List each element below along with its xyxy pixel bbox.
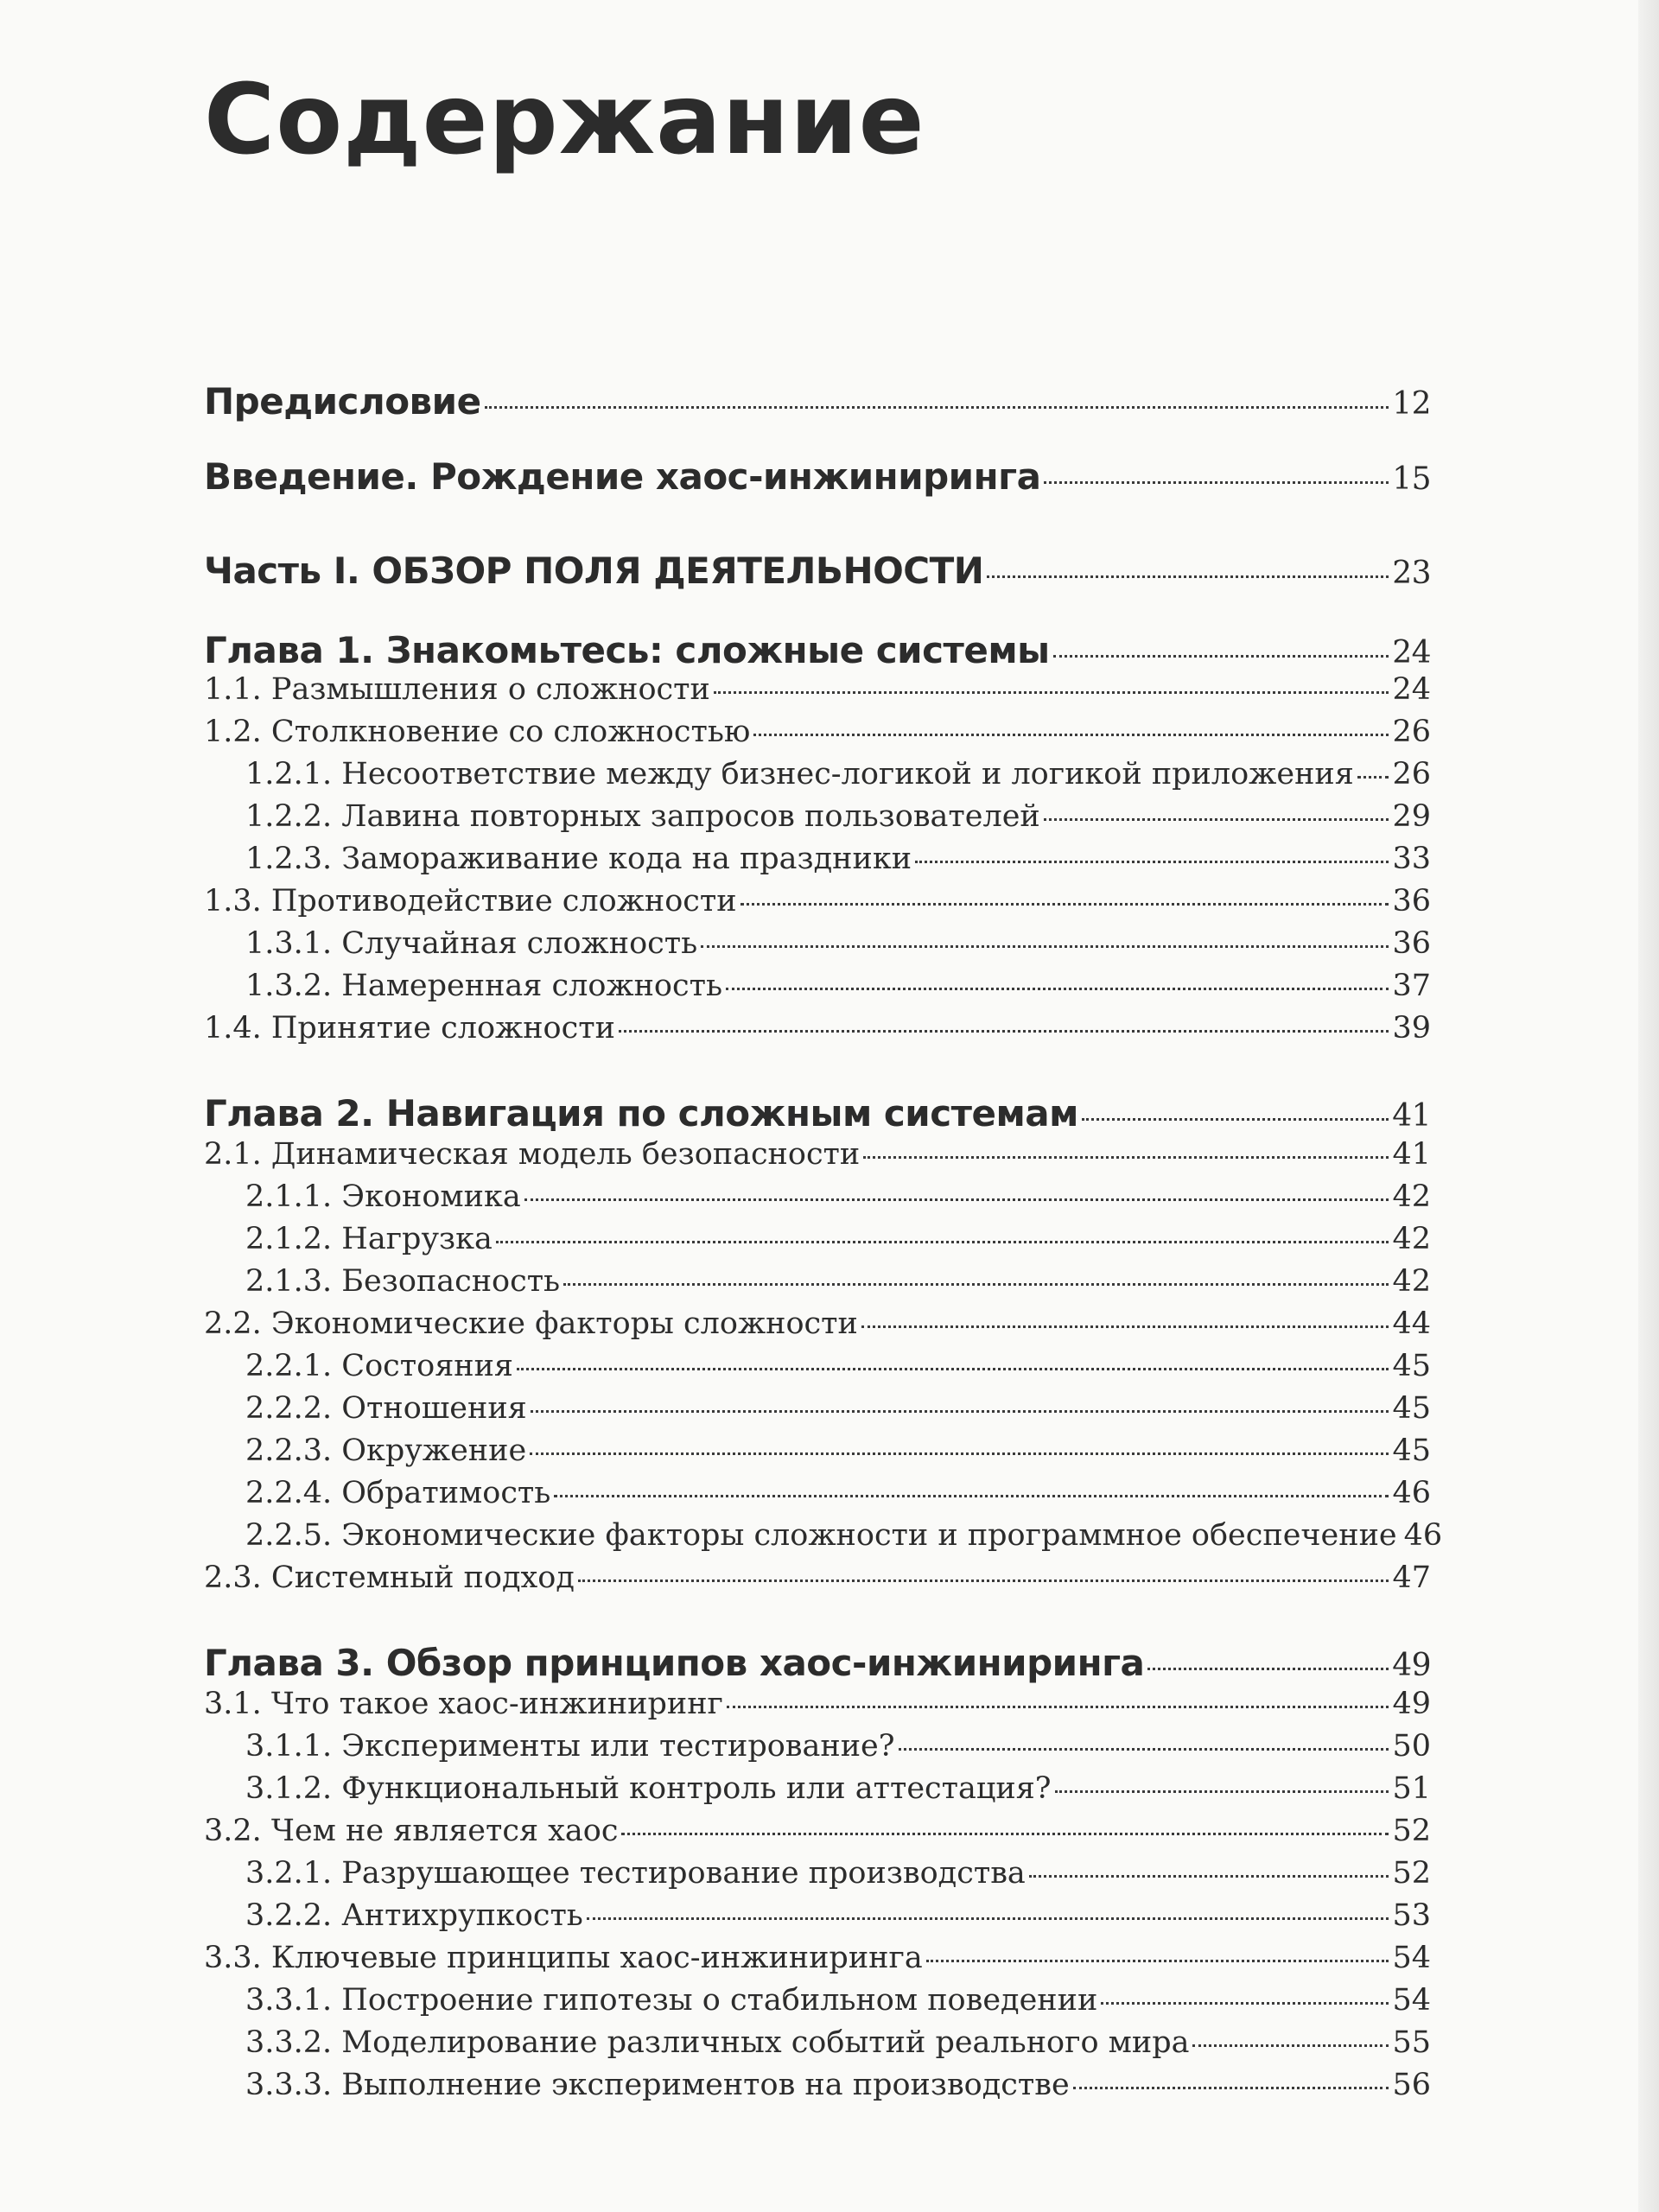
- dot-leader: [727, 1706, 1389, 1708]
- toc-entry-label: 2.1.3. Безопасность: [245, 1264, 561, 1299]
- toc-entry-label: 2.1. Динамическая модель безопасности: [204, 1137, 861, 1172]
- toc-entry: [204, 672, 1431, 707]
- dot-leader: [496, 1241, 1389, 1243]
- page-title: Содержание: [204, 64, 925, 176]
- toc-entry-label: 2.2.4. Обратимость: [245, 1476, 551, 1510]
- toc-entry-label: 1.1. Размышления о сложности: [204, 672, 710, 707]
- toc-entry: [204, 969, 1431, 1003]
- toc-entry-label: 1.2.3. Замораживание кода на праздники: [245, 842, 912, 876]
- toc-entry-page-number: 53: [1392, 1898, 1431, 1933]
- toc-entry-label: Глава 1. Знакомьтесь: сложные системы: [204, 629, 1050, 671]
- toc-entry-label: 1.4. Принятие сложности: [204, 1011, 615, 1046]
- toc-entry-page-number: 52: [1392, 1856, 1431, 1891]
- table-of-contents: [204, 0, 1443, 2212]
- toc-entry: [204, 1518, 1443, 1553]
- dot-leader: [1192, 2044, 1389, 2047]
- toc-entry-label: 2.2.5. Экономические факторы сложности и программное обеспечение: [245, 1518, 1397, 1553]
- dot-leader: [621, 1833, 1389, 1835]
- toc-entry: [204, 629, 1431, 671]
- dot-leader: [741, 903, 1389, 906]
- toc-entry: [204, 1687, 1431, 1721]
- toc-entry-page-number: 45: [1392, 1433, 1431, 1468]
- toc-entry: [204, 1771, 1431, 1806]
- dot-leader: [1101, 2002, 1389, 2005]
- toc-entry: [204, 1898, 1431, 1933]
- dot-leader: [517, 1368, 1389, 1370]
- dot-leader: [1053, 655, 1389, 658]
- dot-leader: [753, 734, 1389, 736]
- toc-entry: [204, 2025, 1431, 2060]
- toc-entry: [204, 1983, 1431, 2018]
- dot-leader: [1044, 481, 1389, 484]
- toc-entry-label: 3.3.2. Моделирование различных событий реального мира: [245, 2025, 1190, 2060]
- toc-entry-label: 2.3. Системный подход: [204, 1560, 575, 1595]
- toc-entry-page-number: 46: [1392, 1476, 1431, 1510]
- dot-leader: [714, 691, 1389, 694]
- toc-entry-page-number: 46: [1403, 1518, 1443, 1553]
- toc-entry: [204, 1349, 1431, 1383]
- toc-entry-page-number: 49: [1392, 1648, 1431, 1683]
- dot-leader: [1055, 1790, 1389, 1793]
- toc-entry-label: 2.2.3. Окружение: [245, 1433, 527, 1468]
- toc-entry-label: 3.2.2. Антихрупкость: [245, 1898, 583, 1933]
- dot-leader: [1357, 776, 1389, 779]
- toc-entry-page-number: 41: [1392, 1137, 1431, 1172]
- toc-entry-page-number: 29: [1392, 799, 1431, 834]
- toc-entry-page-number: 39: [1392, 1011, 1431, 1046]
- dot-leader: [531, 1410, 1389, 1413]
- toc-entry: [204, 1856, 1431, 1891]
- toc-entry: [204, 842, 1431, 876]
- dot-leader: [578, 1580, 1389, 1582]
- dot-leader: [1073, 2087, 1389, 2089]
- toc-entry-page-number: 42: [1392, 1264, 1431, 1299]
- toc-entry-label: 1.2.1. Несоответствие между бизнес-логикой и логикой приложения: [245, 757, 1354, 791]
- toc-entry-page-number: 42: [1392, 1222, 1431, 1256]
- toc-entry-page-number: 56: [1392, 2068, 1431, 2102]
- toc-entry-label: 3.2.1. Разрушающее тестирование производства: [245, 1856, 1026, 1891]
- toc-entry-page-number: 33: [1392, 842, 1431, 876]
- dot-leader: [863, 1156, 1389, 1159]
- toc-entry-page-number: 47: [1392, 1560, 1431, 1595]
- toc-entry-label: 1.3.2. Намеренная сложность: [245, 969, 723, 1003]
- toc-entry-page-number: 54: [1392, 1983, 1431, 2018]
- toc-entry-label: 2.1.2. Нагрузка: [245, 1222, 493, 1256]
- dot-leader: [987, 575, 1389, 578]
- toc-entry-label: 3.3. Ключевые принципы хаос-инжиниринга: [204, 1941, 923, 1975]
- dot-leader: [563, 1283, 1389, 1286]
- toc-entry-page-number: 37: [1392, 969, 1431, 1003]
- toc-entry-label: 3.1.2. Функциональный контроль или аттестация?: [245, 1771, 1052, 1806]
- toc-entry-label: 2.2.2. Отношения: [245, 1391, 527, 1426]
- toc-entry: [204, 380, 1431, 423]
- toc-entry-label: 1.2.2. Лавина повторных запросов пользователей: [245, 799, 1040, 834]
- toc-entry: [204, 757, 1431, 791]
- dot-leader: [619, 1030, 1389, 1033]
- dot-leader: [915, 861, 1389, 863]
- toc-entry: [204, 1391, 1431, 1426]
- toc-entry-label: Глава 2. Навигация по сложным системам: [204, 1092, 1078, 1135]
- toc-entry: [204, 1264, 1431, 1299]
- dot-leader: [530, 1452, 1389, 1455]
- toc-entry-label: 2.2.1. Состояния: [245, 1349, 514, 1383]
- toc-entry: [204, 884, 1431, 918]
- toc-entry: [204, 455, 1431, 498]
- dot-leader: [485, 406, 1389, 409]
- toc-entry-page-number: 49: [1392, 1687, 1431, 1721]
- toc-entry: [204, 1222, 1431, 1256]
- toc-entry-label: 1.2. Столкновение со сложностью: [204, 715, 751, 749]
- toc-entry: [204, 1306, 1431, 1341]
- toc-entry-page-number: 24: [1392, 635, 1431, 671]
- toc-entry: [204, 1476, 1431, 1510]
- toc-entry-page-number: 52: [1392, 1814, 1431, 1848]
- dot-leader: [726, 988, 1389, 990]
- toc-entry-label: Предисловие: [204, 380, 481, 423]
- toc-entry-label: 3.2. Чем не является хаос: [204, 1814, 619, 1848]
- dot-leader: [524, 1198, 1389, 1201]
- toc-entry-label: 3.3.3. Выполнение экспериментов на производстве: [245, 2068, 1070, 2102]
- dot-leader: [861, 1325, 1389, 1328]
- toc-entry-label: 1.3.1. Случайная сложность: [245, 926, 698, 961]
- toc-entry-page-number: 23: [1392, 556, 1431, 591]
- toc-entry: [204, 2068, 1431, 2102]
- dot-leader: [1147, 1668, 1389, 1670]
- toc-entry: [204, 1941, 1431, 1975]
- dot-leader: [587, 1917, 1389, 1920]
- toc-entry: [204, 1179, 1431, 1214]
- dot-leader: [1082, 1118, 1389, 1121]
- toc-entry: [204, 715, 1431, 749]
- toc-entry-page-number: 54: [1392, 1941, 1431, 1975]
- toc-entry: [204, 1092, 1431, 1135]
- toc-entry-page-number: 26: [1392, 715, 1431, 749]
- toc-entry: [204, 1814, 1431, 1848]
- toc-entry: [204, 1560, 1431, 1595]
- dot-leader: [899, 1748, 1389, 1751]
- toc-entry-page-number: 26: [1392, 757, 1431, 791]
- dot-leader: [701, 945, 1389, 948]
- toc-entry-page-number: 50: [1392, 1729, 1431, 1764]
- page-edge: [1638, 0, 1659, 2212]
- toc-entry: [204, 1137, 1431, 1172]
- toc-entry-page-number: 51: [1392, 1771, 1431, 1806]
- toc-entry-label: 3.1.1. Эксперименты или тестирование?: [245, 1729, 895, 1764]
- toc-entry-label: 3.1. Что такое хаос-инжиниринг: [204, 1687, 723, 1721]
- toc-entry-label: Глава 3. Обзор принципов хаос-инжиниринга: [204, 1642, 1145, 1684]
- toc-entry: [204, 550, 1431, 592]
- toc-entry-label: Часть I. ОБЗОР ПОЛЯ ДЕЯТЕЛЬНОСТИ: [204, 550, 984, 592]
- toc-entry-page-number: 24: [1392, 672, 1431, 707]
- toc-entry-page-number: 15: [1392, 461, 1431, 497]
- toc-entry-page-number: 45: [1392, 1349, 1431, 1383]
- toc-entry-page-number: 41: [1392, 1098, 1431, 1134]
- toc-entry: [204, 926, 1431, 961]
- toc-entry-page-number: 36: [1392, 884, 1431, 918]
- dot-leader: [554, 1495, 1389, 1497]
- toc-entry-page-number: 44: [1392, 1306, 1431, 1341]
- dot-leader: [1029, 1875, 1389, 1878]
- toc-entry-page-number: 12: [1392, 386, 1431, 422]
- toc-entry-label: Введение. Рождение хаос-инжиниринга: [204, 455, 1041, 498]
- toc-entry: [204, 1011, 1431, 1046]
- toc-entry: [204, 799, 1431, 834]
- toc-entry: [204, 1642, 1431, 1684]
- toc-entry: [204, 1433, 1431, 1468]
- toc-entry-page-number: 55: [1392, 2025, 1431, 2060]
- toc-entry-label: 2.2. Экономические факторы сложности: [204, 1306, 858, 1341]
- toc-entry-page-number: 42: [1392, 1179, 1431, 1214]
- dot-leader: [926, 1960, 1389, 1962]
- toc-entry-page-number: 45: [1392, 1391, 1431, 1426]
- toc-entry-page-number: 36: [1392, 926, 1431, 961]
- dot-leader: [1044, 818, 1389, 821]
- toc-entry: [204, 1729, 1431, 1764]
- toc-entry-label: 1.3. Противодействие сложности: [204, 884, 737, 918]
- toc-entry-label: 3.3.1. Построение гипотезы о стабильном поведении: [245, 1983, 1098, 2018]
- toc-entry-label: 2.1.1. Экономика: [245, 1179, 521, 1214]
